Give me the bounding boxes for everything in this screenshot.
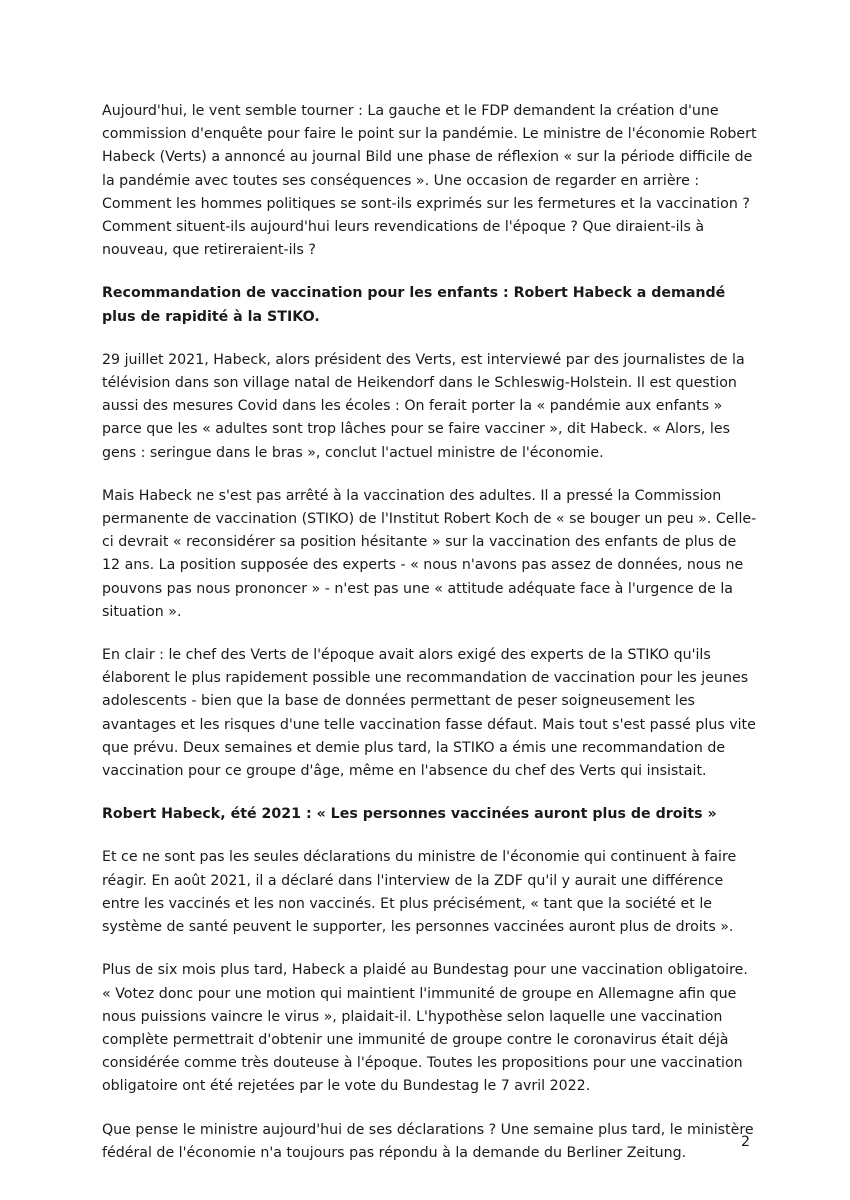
document-page <box>102 100 757 1185</box>
paragraph-intro: Aujourd'hui, le vent semble tourner : La gauche et le FDP demandent la création d'une commission d'enquête pour faire le point sur la pandémie. Le ministre de l'économie Robert Habeck (Verts) a annoncé au journal Bild une phase de réflexion « sur la période difficile de la pandémie avec toutes ses conséquences ». Une occasion de regarder en arrière : Comment les hommes politiques se sont-ils exprimés sur les fermetures et la vaccination ? Comment situent-ils aujourd'hui leurs revendications de l'époque ? Que diraient-ils à nouveau, que retireraient-ils ? <box>102 103 757 259</box>
paragraph-en-clair: En clair : le chef des Verts de l'époque avait alors exigé des experts de la STIKO qu'ils élaborent le plus rapidement possible une recommandation de vaccination pour les jeunes adolescents - bien que la base de données permettant de peser soigneusement les avantages et les risques d'une telle vaccination fasse défaut. Mais tout s'est passé plus vite que prévu. Deux semaines et demie plus tard, la STIKO a émis une recommandation de vaccination pour ce groupe d'âge, même en l'absence du chef des Verts qui insistait. <box>102 647 756 780</box>
paragraph-interview-juillet: 29 juillet 2021, Habeck, alors président des Verts, est interviewé par des journalistes de la télévision dans son village natal de Heikendorf dans le Schleswig-Holstein. Il est question aussi des mesures Covid dans les écoles : On ferait porter la « pandémie aux enfants » parce que les « adultes sont trop lâches pour se faire vacciner », dit Habeck. « Alors, les gens : seringue dans le bras », conclut l'actuel ministre de l'économie. <box>102 351 745 461</box>
paragraph-bundestag: Plus de six mois plus tard, Habeck a plaidé au Bundestag pour une vaccination obligatoire. « Votez donc pour une motion qui maintient l'immunité de groupe en Allemagne afin que nous puissions vaincre le virus », plaidait-il. L'hypothèse selon laquelle une vaccination complète permettrait d'obtenir une immunité de groupe contre le coronavirus était déjà considérée comme très douteuse à l'époque. Toutes les propositions pour une vaccination obligatoire ont été rejetées par le vote du Bundestag le 7 avril 2022. <box>102 962 748 1095</box>
section-heading-vaccination-enfants: Recommandation de vaccination pour les enfants : Robert Habeck a demandé plus de rapidité à la STIKO. <box>102 285 726 325</box>
section-heading-droits-vaccines: Robert Habeck, été 2021 : « Les personnes vaccinées auront plus de droits » <box>102 806 717 823</box>
paragraph-zdf-interview: Et ce ne sont pas les seules déclarations du ministre de l'économie qui continuent à faire réagir. En août 2021, il a déclaré dans l'interview de la ZDF qu'il y aurait une différence entre les vaccinés et les non vaccinés. Et plus précisément, « tant que la société et le système de santé peuvent le supporter, les personnes vaccinées auront plus de droits ». <box>102 849 737 936</box>
paragraph-stiko-pression: Mais Habeck ne s'est pas arrêté à la vaccination des adultes. Il a pressé la Commission permanente de vaccination (STIKO) de l'Institut Robert Koch de « se bouger un peu ». Celle-ci devrait « reconsidérer sa position hésitante » sur la vaccination des enfants de plus de 12 ans. La position supposée des experts - « nous n'avons pas assez de données, nous ne pouvons pas nous prononcer » - n'est pas une « attitude adéquate face à l'urgence de la situation ». <box>102 487 757 620</box>
paragraph-conclusion: Que pense le ministre aujourd'hui de ses déclarations ? Une semaine plus tard, le ministère fédéral de l'économie n'a toujours pas répondu à la demande du Berliner Zeitung. <box>102 1121 754 1161</box>
page-number: 2 <box>740 1134 750 1150</box>
